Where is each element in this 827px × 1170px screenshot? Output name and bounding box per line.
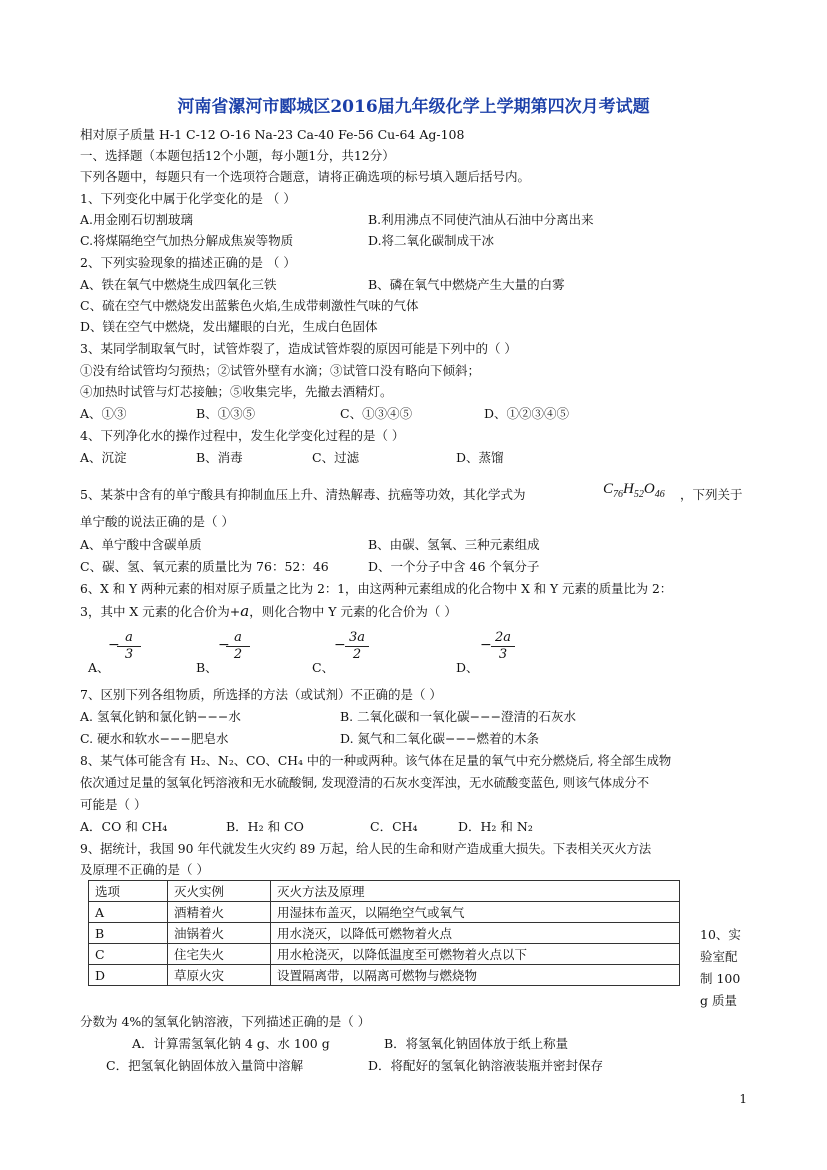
- table-header-cell: 灭火方法及原理: [271, 881, 680, 902]
- q5-option-c: C、碳、氢、氧元素的质量比为 76：52：46: [80, 559, 329, 574]
- q3-stem: 3、某同学制取氧气时，试管炸裂了，造成试管炸裂的原因可能是下列中的（ ）: [80, 341, 517, 356]
- q8-option-c: C．CH₄: [370, 819, 418, 834]
- q6-option-d-fraction: $\frac{2a}{3}$: [491, 630, 515, 663]
- q4-option-c: C、过滤: [312, 450, 360, 465]
- table-cell: D: [89, 965, 168, 986]
- table-cell: 住宅失火: [168, 944, 271, 965]
- q6-option-c-label: C、: [312, 660, 335, 675]
- q6-option-c-fraction: $\frac{3a}{2}$: [345, 630, 369, 663]
- q5-stem2: 单宁酸的说法正确的是（ ）: [80, 514, 234, 529]
- q6-option-b-label: B、: [196, 660, 218, 675]
- q7-option-a: A. 氢氧化钠和氯化钠−−−水: [80, 709, 241, 724]
- q8-line3: 可能是（ ）: [80, 797, 147, 812]
- table-header-row: [89, 881, 680, 902]
- q6-option-d-label: D、: [456, 660, 479, 675]
- q7-option-b: B. 二氧化碳和一氧化碳−−−澄清的石灰水: [340, 709, 577, 724]
- q7-stem: 7、区别下列各组物质，所选择的方法（或试剂）不正确的是（ ）: [80, 687, 442, 702]
- q6-option-d-minus: −: [480, 637, 492, 653]
- q8-line2: 依次通过足量的氢氧化钙溶液和无水硫酸铜, 发现澄清的石灰水变浑浊，无水硫酸变蓝色, 则该气体成分不: [80, 776, 649, 790]
- q6-option-b-fraction: $\frac{a}{2}$: [226, 630, 250, 663]
- atomic-masses: 相对原子质量 H-1 C-12 O-16 Na-23 Ca-40 Fe-56 Cu-64 Ag-108: [80, 127, 465, 142]
- q6-option-a-label: A、: [88, 660, 110, 675]
- q10-side-line2: 验室配: [700, 949, 738, 964]
- q1-option-c: C.将煤隔绝空气加热分解成焦炭等物质: [80, 233, 294, 248]
- q10-option-a: A．计算需氢氧化钠 4 g、水 100 g: [132, 1036, 330, 1051]
- table-cell: 草原火灾: [168, 965, 271, 986]
- q1-option-b: B.利用沸点不同使汽油从石油中分离出来: [368, 212, 594, 227]
- q10-side-line3: 制 100: [700, 971, 741, 986]
- q5-formula: $C_{76}H_{52}O_{46}$: [603, 481, 665, 500]
- q6-line2: 3，其中 X 元素的化合价为+a，则化合物中 Y 元素的化合价为（ ）: [80, 602, 457, 620]
- q1-option-a: A.用金刚石切割玻璃: [80, 212, 194, 227]
- table-row: [89, 944, 680, 965]
- table-row: [89, 965, 680, 986]
- q3-option-a: A、①③: [80, 406, 127, 421]
- q2-option-b: B、磷在氧气中燃烧产生大量的白雾: [368, 277, 565, 292]
- q3-line1: ①没有给试管均匀预热；②试管外壁有水滴；③试管口没有略向下倾斜；: [80, 363, 481, 378]
- fire-extinguishing-table: [88, 880, 680, 986]
- q10-option-d: D．将配好的氢氧化钠溶液装瓶并密封保存: [368, 1058, 604, 1073]
- q5-option-d: D、一个分子中含 46 个氧分子: [368, 559, 540, 574]
- table-header-cell: 灭火实例: [168, 881, 271, 902]
- q5-stem-tail: ，下列关于: [680, 487, 743, 502]
- table-cell: 设置隔离带，以隔离可燃物与燃烧物: [271, 965, 680, 986]
- page-title: 河南省漯河市郾城区2016届九年级化学上学期第四次月考试题: [177, 97, 650, 117]
- table-row: [89, 923, 680, 944]
- section-instructions: 下列各题中，每题只有一个选项符合题意，请将正确选项的标号填入题后括号内。: [80, 169, 531, 184]
- table-cell: 油锅着火: [168, 923, 271, 944]
- q2-option-c: C、硫在空气中燃烧发出蓝紫色火焰,生成带刺激性气味的气体: [80, 298, 419, 313]
- q10-option-b: B．将氢氧化钠固体放于纸上称量: [384, 1036, 569, 1051]
- table-cell: 用水浇灭，以降低可燃物着火点: [271, 923, 680, 944]
- q4-stem: 4、下列净化水的操作过程中，发生化学变化过程的是（ ）: [80, 428, 405, 443]
- q3-option-d: D、①②③④⑤: [484, 406, 570, 421]
- q3-option-b: B、①③⑤: [196, 406, 256, 421]
- q6-option-a-fraction: $\frac{a}{3}$: [117, 630, 141, 663]
- q4-option-a: A、沉淀: [80, 450, 127, 465]
- q8-line1: 8、某气体可能含有 H₂、N₂、CO、CH₄ 中的一种或两种。该气体在足量的氧气中充分燃烧后, 将全部生成物: [80, 754, 672, 768]
- q6-option-b-minus: −: [218, 637, 230, 653]
- table-header-cell: 选项: [89, 881, 168, 902]
- q2-option-a: A、铁在氧气中燃烧生成四氧化三铁: [80, 277, 277, 292]
- q10-stem: 分数为 4%的氢氧化钠溶液，下列描述正确的是（ ）: [80, 1014, 371, 1029]
- table-cell: B: [89, 923, 168, 944]
- q3-line2: ④加热时试管与灯芯接触；⑤收集完毕，先撤去酒精灯。: [80, 384, 393, 399]
- q10-side-line4: g 质量: [700, 993, 737, 1008]
- q3-option-c: C、①③④⑤: [340, 406, 413, 421]
- table-cell: A: [89, 902, 168, 923]
- q1-option-d: D.将二氧化碳制成干冰: [368, 233, 495, 248]
- table-cell: 酒精着火: [168, 902, 271, 923]
- q6-option-c-minus: −: [334, 637, 346, 653]
- q4-option-b: B、消毒: [196, 450, 243, 465]
- q9-line2: 及原理不正确的是（ ）: [80, 862, 209, 877]
- table-cell: 用湿抹布盖灭，以隔绝空气或氧气: [271, 902, 680, 923]
- q8-option-d: D．H₂ 和 N₂: [458, 819, 533, 834]
- q6-line1: 6、X 和 Y 两种元素的相对原子质量之比为 2：1，由这两种元素组成的化合物中 X 和 Y 元素的质量比为 2：: [80, 582, 673, 596]
- q5-option-b: B、由碳、氢氧、三种元素组成: [368, 537, 540, 552]
- q5-stem: 5、某茶中含有的单宁酸具有抑制血压上升、清热解毒、抗癌等功效，其化学式为: [80, 487, 526, 502]
- q4-option-d: D、蒸馏: [456, 450, 504, 465]
- table-cell: C: [89, 944, 168, 965]
- q5-option-a: A、单宁酸中含碳单质: [80, 537, 202, 552]
- q7-option-d: D. 氮气和二氧化碳−−−燃着的木条: [340, 731, 539, 746]
- q1-stem: 1、下列变化中属于化学变化的是 （ ）: [80, 191, 296, 206]
- q2-option-d: D、镁在空气中燃烧，发出耀眼的白光，生成白色固体: [80, 319, 378, 334]
- q10-option-c: C．把氢氧化钠固体放入量筒中溶解: [106, 1058, 304, 1073]
- q9-line1: 9、据统计，我国 90 年代就发生火灾约 89 万起，给人民的生命和财产造成重大损失。下表相关灭火方法: [80, 842, 652, 856]
- table-cell: 用水枪浇灭，以降低温度至可燃物着火点以下: [271, 944, 680, 965]
- q8-option-a: A．CO 和 CH₄: [80, 819, 168, 834]
- q8-option-b: B．H₂ 和 CO: [226, 819, 304, 834]
- section-header: 一、选择题（本题包括12个小题，每小题1分，共12分）: [80, 148, 395, 163]
- q2-stem: 2、下列实验现象的描述正确的是 （ ）: [80, 255, 296, 270]
- table-row: [89, 902, 680, 923]
- page-number: 1: [739, 1092, 747, 1106]
- q6-option-a-minus: −: [108, 637, 120, 653]
- q7-option-c: C. 硬水和软水−−−肥皂水: [80, 731, 229, 746]
- q10-side-line1: 10、实: [700, 927, 741, 942]
